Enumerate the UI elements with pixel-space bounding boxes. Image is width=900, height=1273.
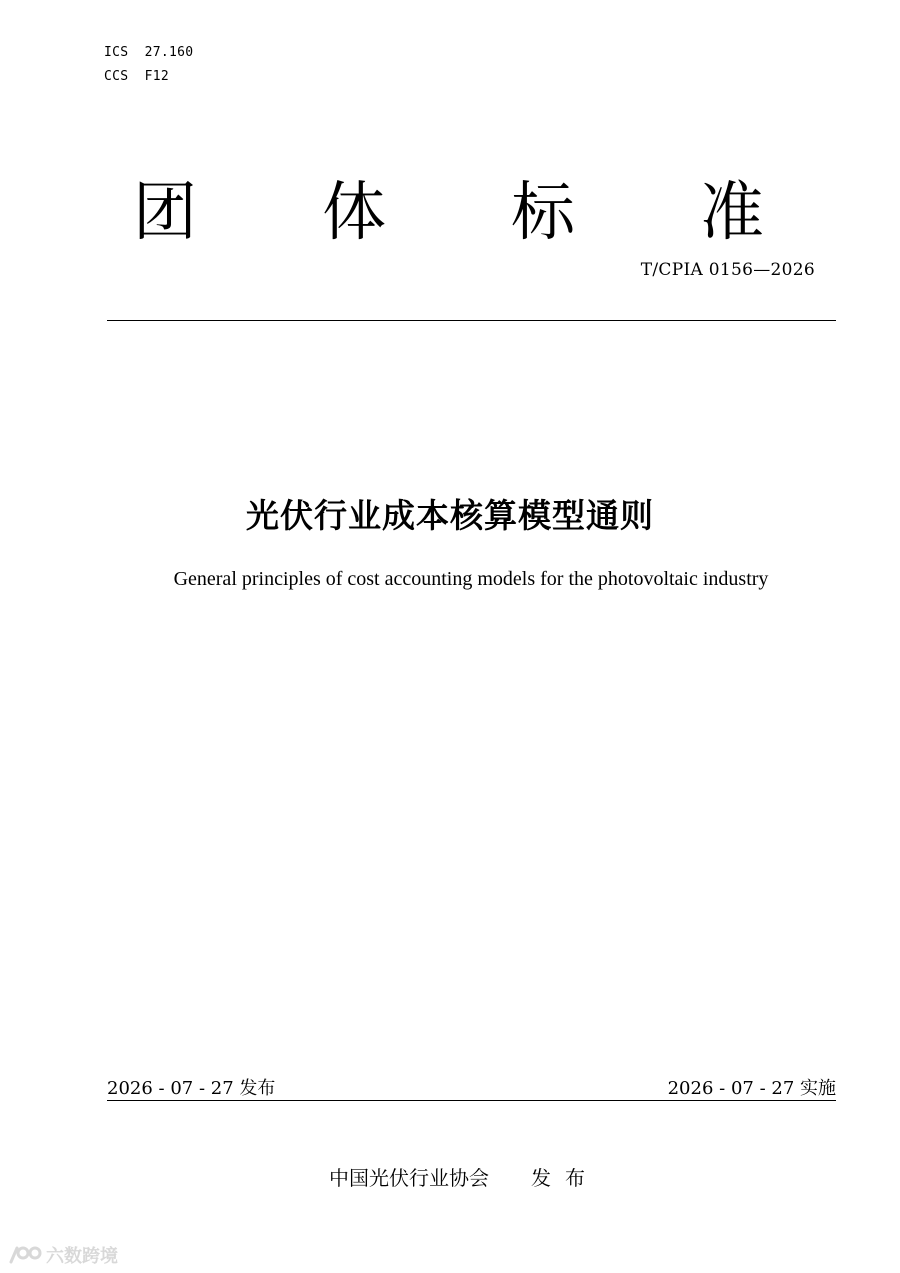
publisher-action: 发布: [531, 1166, 599, 1190]
standard-type-char-4: 准: [700, 176, 764, 250]
effective-date: 2026 - 07 - 27 实施: [667, 1078, 836, 1099]
publisher: [329, 1162, 599, 1191]
bottom-divider: [107, 1100, 836, 1101]
standard-code: T/CPIA 0156—2026: [640, 260, 815, 280]
standard-type-char-2: 体: [322, 176, 386, 250]
publish-date: 2026 - 07 - 27 发布: [107, 1078, 276, 1099]
watermark: [8, 1242, 118, 1268]
ics-code: ICS 27.160: [104, 45, 194, 60]
standard-type-char-1: 团: [133, 176, 197, 250]
top-divider: [107, 320, 836, 321]
watermark-text: 六数跨境: [46, 1246, 118, 1267]
ccs-code: CCS F12: [104, 69, 170, 84]
publisher-name: 中国光伏行业协会: [329, 1166, 489, 1190]
standard-type-char-3: 标: [511, 176, 575, 250]
title-english: General principles of cost accounting models for the photovoltaic industry: [173, 568, 769, 590]
title-chinese: 光伏行业成本核算模型通则: [246, 496, 654, 535]
brand-logo-icon: [8, 1244, 42, 1266]
